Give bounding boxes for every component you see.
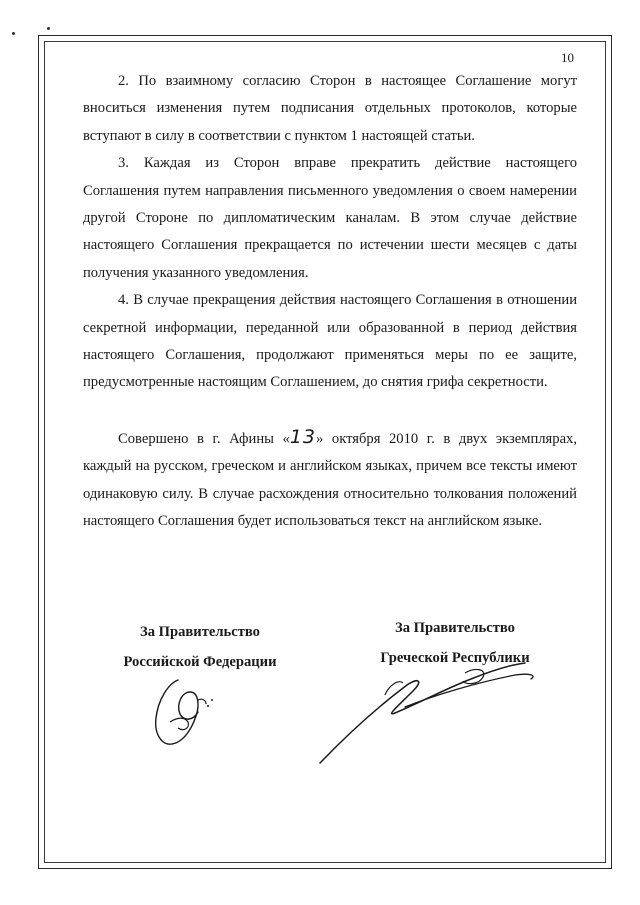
handwritten-day: 13 — [289, 425, 317, 448]
paragraph-3: 3. Каждая из Сторон вправе прекратить действие настоящего Соглашения путем направления письменного уведомления о своем намерении другой Стороне по дипломатическим каналам. В этом случае действие настоящего Соглашения прекращается по истечении шести месяцев с даты получения указанного уведомления. — [83, 155, 577, 281]
closing-paragraph — [83, 424, 577, 536]
paragraph-2: 2. По взаимному согласию Сторон в настоящее Соглашение могут вноситься изменения путем подписания отдельных протоколов, которые вступают в силу в соответствии с пунктом 1 настоящей статьи. — [83, 73, 577, 144]
document-body — [83, 68, 577, 536]
signature-caption-line2: Российской Федерации — [123, 654, 277, 670]
page-number: 10 — [561, 50, 574, 65]
signature-block-russia — [95, 617, 305, 677]
scan-speck — [12, 32, 15, 35]
paragraph-4: 4. В случае прекращения действия настоящего Соглашения в отношении секретной информации, переданной или образованной в период действия настоящего Соглашения, продолжают применяться меры по ее защите, предусмотренные настоящим Соглашением, до снятия грифа секретности. — [83, 292, 577, 391]
signature-greece — [315, 655, 555, 770]
closing-suffix: » октября 2010 г. в двух экземплярах, каждый на русском, греческом и английском языках, причем все тексты имеют одинаковую силу. В случае расхождения относительно толкования положений настоящего Соглашения будет использоваться текст на английском языке. — [83, 430, 577, 530]
scan-speck — [47, 27, 50, 30]
spacer — [83, 397, 577, 424]
signature-caption-line1: За Правительство — [395, 620, 515, 636]
signature-russia — [140, 670, 230, 760]
signature-caption-line2: Греческой Республики — [380, 650, 530, 666]
signature-caption-line1: За Правительство — [140, 624, 260, 640]
closing-prefix: Совершено в г. Афины « — [118, 430, 290, 447]
